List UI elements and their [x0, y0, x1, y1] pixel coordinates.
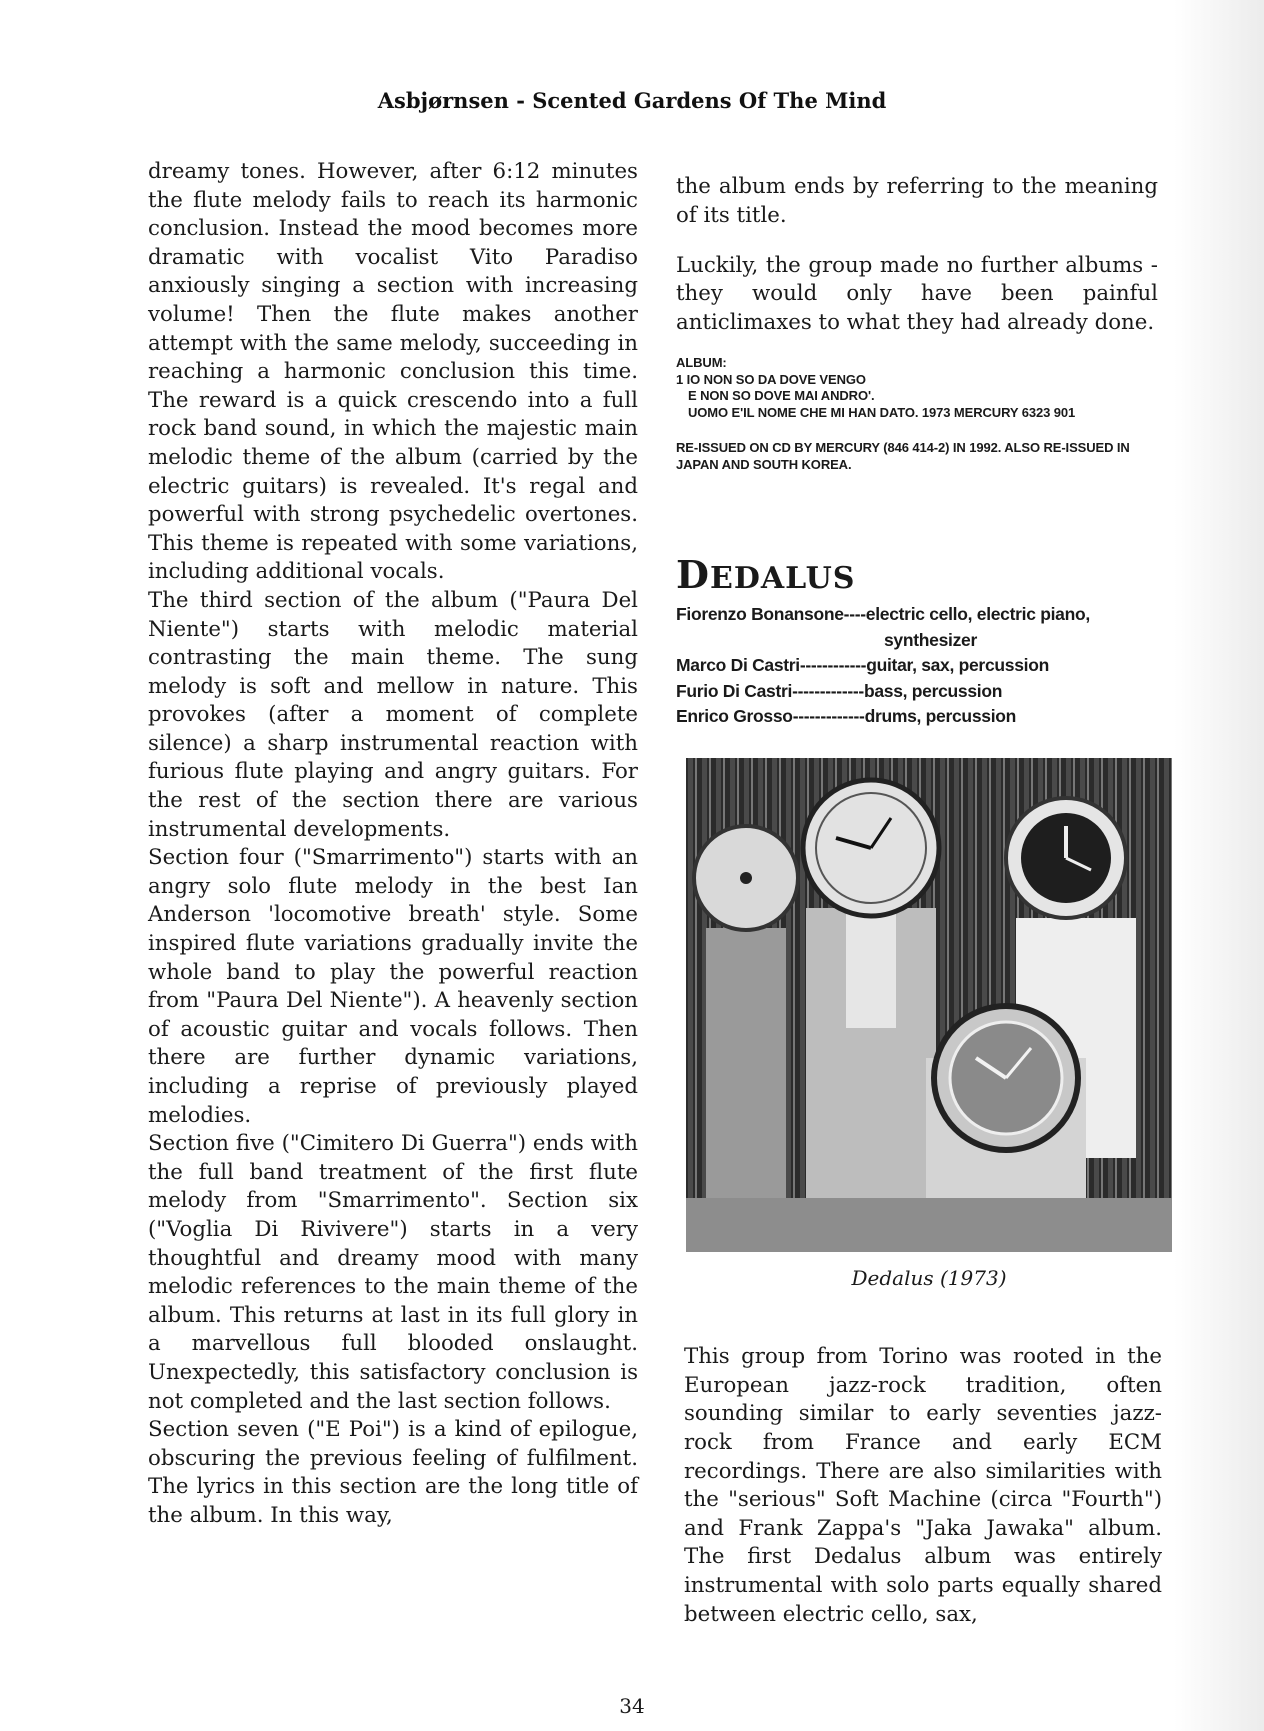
- right-column-top: [676, 152, 1158, 359]
- band-photo-illustration: [686, 758, 1172, 1252]
- band-title: [676, 552, 855, 597]
- figure-center: [803, 780, 939, 1198]
- reissue-note: RE-ISSUED ON CD BY MERCURY (846 414-2) IN 1992. ALSO RE-ISSUED IN JAPAN AND SOUTH KOREA.: [676, 440, 1130, 472]
- lineup-row: [676, 602, 1176, 628]
- running-head: Asbjørnsen - Scented Gardens Of The Mind: [377, 88, 887, 113]
- paragraph: dreamy tones. However, after 6:12 minutes the flute melody fails to reach its harmonic conclusion. Instead the mood becomes more dramatic with vocalist Vito Paradiso anxiously singing a section with increasing volume! Then the flute makes another attempt with the same melody, succeeding in reaching a harmonic conclusion this time. The reward is a quick crescendo into a full rock band sound, in which the majestic main melodic theme of the album (carried by the electric guitars) is revealed. It's regal and powerful with strong psychedelic overtones. This theme is repeated with some variations, including additional vocals.: [148, 159, 638, 585]
- paragraph: Section seven ("E Poi") is a kind of epilogue, obscuring the previous feeling of fulfilment. The lyrics in this section are the long title of the album. In this way,: [148, 1417, 638, 1528]
- lineup-row: [676, 628, 1176, 654]
- lineup: [676, 602, 1176, 730]
- member-role: synthesizer: [884, 629, 977, 650]
- album-title-line: UOMO E'IL NOME CHE MI HAN DATO. 1973 MERCURY 6323 901: [688, 404, 1076, 420]
- left-column: [148, 158, 638, 1531]
- album-heading: ALBUM:: [676, 355, 727, 370]
- leader-dashes: -------------: [792, 680, 864, 701]
- leader-dashes: ----: [843, 604, 866, 624]
- member-role: guitar, sax, percussion: [866, 655, 1049, 676]
- figure-left: [694, 826, 798, 1198]
- figure-front: [926, 1006, 1086, 1198]
- member-name: Marco Di Castri: [676, 655, 800, 676]
- paragraph: This group from Torino was rooted in the European jazz-rock tradition, often sounding similar to early seventies jazz-rock from France and early ECM recordings. There are also similarities with the "serious" Soft Machine (circa "Fourth") and Frank Zappa's "Jaka Jawaka" album. The first Dedalus album was entirely instrumental with solo parts equally shared between electric cello, sax,: [684, 1344, 1162, 1627]
- album-info: [676, 355, 1158, 473]
- band-title-rest: EDALUS: [709, 561, 856, 596]
- paragraph: The third section of the album ("Paura Del Niente") starts with melodic material contrasting the main theme. The sung melody is soft and mellow in nature. This provokes (after a moment of complete silence) a sharp instrumental reaction with furious flute playing and angry guitars. For the rest of the section there are various instrumental developments.: [148, 587, 638, 842]
- paragraph: Section four ("Smarrimento") starts with an angry solo flute melody in the best Ian Anderson 'locomotive breath' style. Some inspired flute variations gradually invite the whole band to play the powerful reaction from "Paura Del Niente"). A heavenly section of acoustic guitar and vocals follows. Then there are further dynamic variations, including a reprise of previously played melodies.: [148, 845, 638, 1128]
- album-title-line: 1 IO NON SO DA DOVE VENGO: [676, 371, 866, 387]
- member-role: bass, percussion: [863, 680, 1003, 701]
- paragraph: the album ends by referring to the meaning of its title.: [676, 174, 1158, 228]
- member-name: Furio Di Castri: [676, 680, 793, 701]
- band-photo: [686, 758, 1172, 1252]
- member-name: Enrico Grosso: [676, 706, 793, 727]
- paragraph: Luckily, the group made no further albums - they would only have been painful anticlimaxes to what they had already done.: [676, 252, 1158, 335]
- photo-caption: Dedalus (1973): [851, 1266, 1007, 1290]
- page-number: 34: [619, 1694, 645, 1718]
- album-title-line: E NON SO DOVE MAI ANDRO'.: [688, 388, 875, 403]
- member-role: electric cello, electric piano,: [865, 604, 1090, 624]
- lineup-row: [676, 704, 1176, 730]
- right-column-bottom: [684, 1322, 1162, 1651]
- leader-dashes: -------------: [792, 706, 865, 727]
- paragraph: Section five ("Cimitero Di Guerra") ends with the full band treatment of the first flute melody from "Smarrimento". Section six ("Voglia Di Rivivere") starts in a very thoughtful and dreamy mood with many melodic references to the main theme of the album. This returns at last in its full glory in a marvellous full blooded onslaught. Unexpectedly, this satisfactory conclusion is not completed and the last section follows.: [148, 1131, 638, 1414]
- member-name: Fiorenzo Bonansone: [676, 604, 844, 624]
- leader-dashes: ------------: [799, 655, 867, 676]
- member-role: drums, percussion: [864, 706, 1017, 727]
- band-title-initial: D: [676, 552, 710, 597]
- lineup-row: [676, 679, 1176, 705]
- lineup-row: [676, 653, 1176, 679]
- page-edge-shadow: [1174, 0, 1264, 1731]
